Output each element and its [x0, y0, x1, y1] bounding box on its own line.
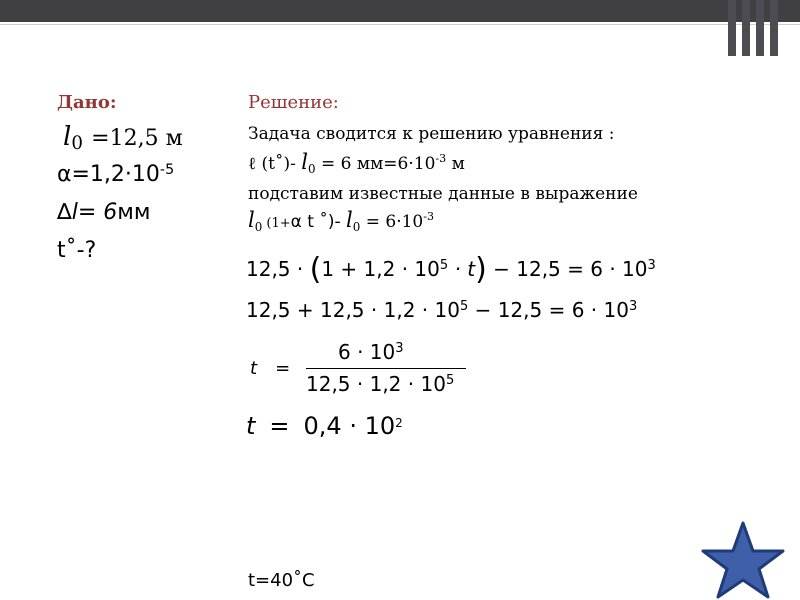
equation-2: $12,5 + 12,5 \cdot 1,2 \cdot 10^5 - 12,5 = 6 \cdot 10^3$: [246, 298, 638, 322]
solution-line-4: $l_0$ (1+α t ˚)- $l_0 = 6\cdot 10^{-3}$: [248, 208, 434, 234]
solution-heading: Решение:: [248, 92, 339, 113]
decor-rail: [770, 0, 778, 56]
solution-line-2: ℓ (t˚)- $l_0 = 6$ $мм=6\cdot 10^{-3}$ м: [248, 150, 465, 176]
given-t-query: t˚-?: [57, 238, 97, 263]
solution-line-3: подставим известные данные в выражение: [248, 184, 638, 204]
equation-3-denominator: $12,5 \cdot 1,2 \cdot 10^5$: [306, 372, 455, 396]
answer: t=40˚С: [248, 570, 315, 591]
star-icon[interactable]: [700, 520, 786, 600]
given-block: [57, 92, 247, 292]
solution-block: [248, 92, 718, 592]
given-heading: Дано:: [57, 92, 117, 113]
top-divider: [0, 24, 800, 25]
given-alpha: $\alpha=1,2\cdot 10^{-5}$: [57, 162, 175, 187]
decor-rail: [756, 0, 764, 56]
solution-line-1: Задача сводится к решению уравнения :: [248, 124, 615, 144]
given-delta-l: ∆l= 6мм: [57, 200, 151, 225]
fraction-bar: [306, 368, 466, 369]
equation-1: $12,5 \cdot (1 + 1,2 \cdot 10^5 \cdot t) - 12,5 = 6 \cdot 10^3$: [246, 252, 656, 287]
star-shape: [703, 523, 783, 597]
equation-4: $t = 0,4 \cdot 10^2$: [246, 412, 403, 440]
given-l0: $l_0 =12,5$ м: [63, 122, 183, 154]
decor-rail: [742, 0, 750, 56]
equation-3-numerator: $6 \cdot 10^3$: [338, 340, 404, 364]
decor-rail: [728, 0, 736, 56]
top-bar: [0, 0, 800, 22]
equation-3-lhs: t =: [250, 358, 291, 379]
